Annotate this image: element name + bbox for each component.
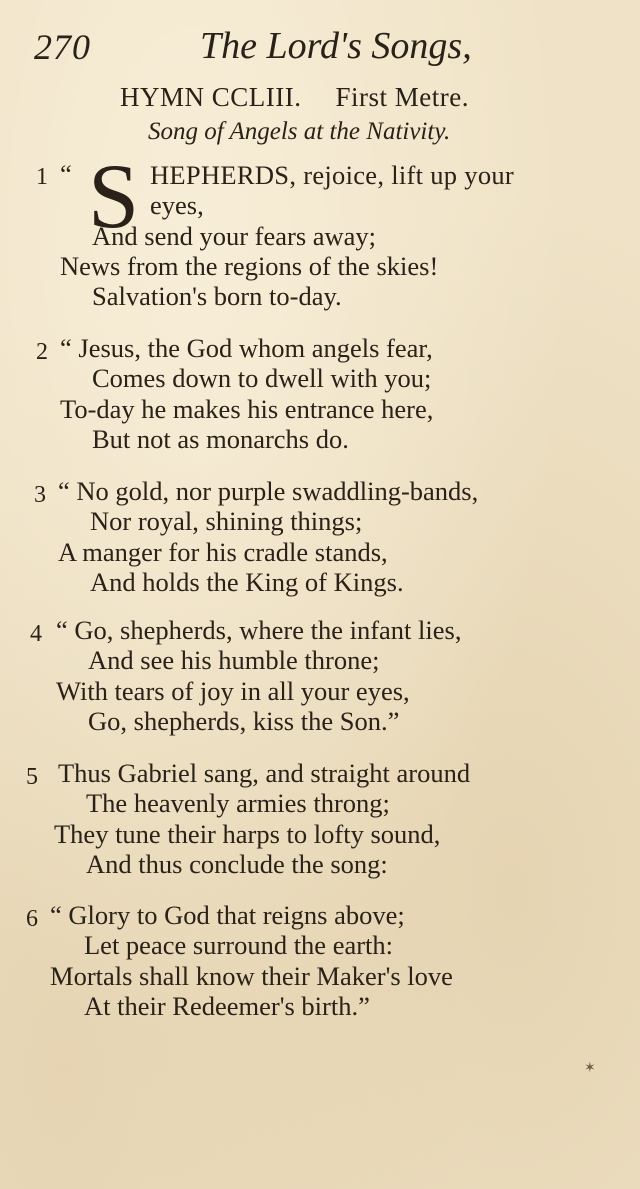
ink-smudge: ✶ — [584, 1061, 596, 1076]
verse-line: A manger for his cradle stands, — [58, 537, 388, 567]
verse-line: Go, shepherds, kiss the Son.” — [88, 706, 400, 736]
stanza-number: 5 — [26, 764, 38, 790]
drop-cap: S — [88, 145, 140, 247]
stanza-number: 2 — [36, 339, 48, 365]
stanza-number: 3 — [34, 482, 46, 508]
verse-line: The heavenly armies throng; — [86, 788, 390, 818]
verse-line: “ Glory to God that reigns above; — [50, 900, 405, 930]
open-quote: “ — [60, 159, 72, 189]
stanza-number: 4 — [30, 621, 42, 647]
verse-line: eyes, — [150, 190, 204, 220]
verse-line: To-day he makes his entrance here, — [60, 394, 434, 424]
hymn-subtitle: Song of Angels at the Nativity. — [148, 118, 451, 145]
verse-line: “ Go, shepherds, where the infant lies, — [56, 615, 462, 645]
verse-line: And send your fears away; — [92, 221, 377, 251]
hymn-number: HYMN CCLIII. — [120, 82, 302, 112]
page-number: 270 — [34, 27, 91, 67]
verse-line: HEPHERDS, rejoice, lift up your — [150, 160, 515, 190]
running-head — [34, 24, 594, 70]
stanza-number: 6 — [26, 906, 38, 932]
verse-line: At their Redeemer's birth.” — [84, 991, 370, 1021]
verse-line: And thus conclude the song: — [86, 849, 388, 879]
verse-line: Let peace surround the earth: — [84, 930, 394, 960]
verse-line: News from the regions of the skies! — [60, 251, 439, 281]
stanza-number: 1 — [36, 164, 48, 190]
verse-line: With tears of joy in all your eyes, — [56, 676, 410, 706]
verse-line: They tune their harps to lofty sound, — [54, 819, 441, 849]
verse-line: And see his humble throne; — [88, 645, 380, 675]
verse-line: Mortals shall know their Maker's love — [50, 961, 453, 991]
verse-line: Salvation's born to-day. — [92, 281, 342, 311]
verse-line: Nor royal, shining things; — [90, 506, 363, 536]
verse-line: But not as monarchs do. — [92, 424, 349, 454]
hymn-metre: First Metre. — [335, 82, 469, 112]
running-title: The Lord's Songs, — [200, 25, 472, 67]
hymn-heading — [120, 82, 540, 113]
verse-line: “ Jesus, the God whom angels fear, — [60, 333, 433, 363]
verse-line: Comes down to dwell with you; — [92, 363, 432, 393]
verse-line: Thus Gabriel sang, and straight around — [58, 758, 471, 788]
verse-line: And holds the King of Kings. — [90, 567, 404, 597]
verse-line: “ No gold, nor purple swaddling-bands, — [58, 476, 479, 506]
